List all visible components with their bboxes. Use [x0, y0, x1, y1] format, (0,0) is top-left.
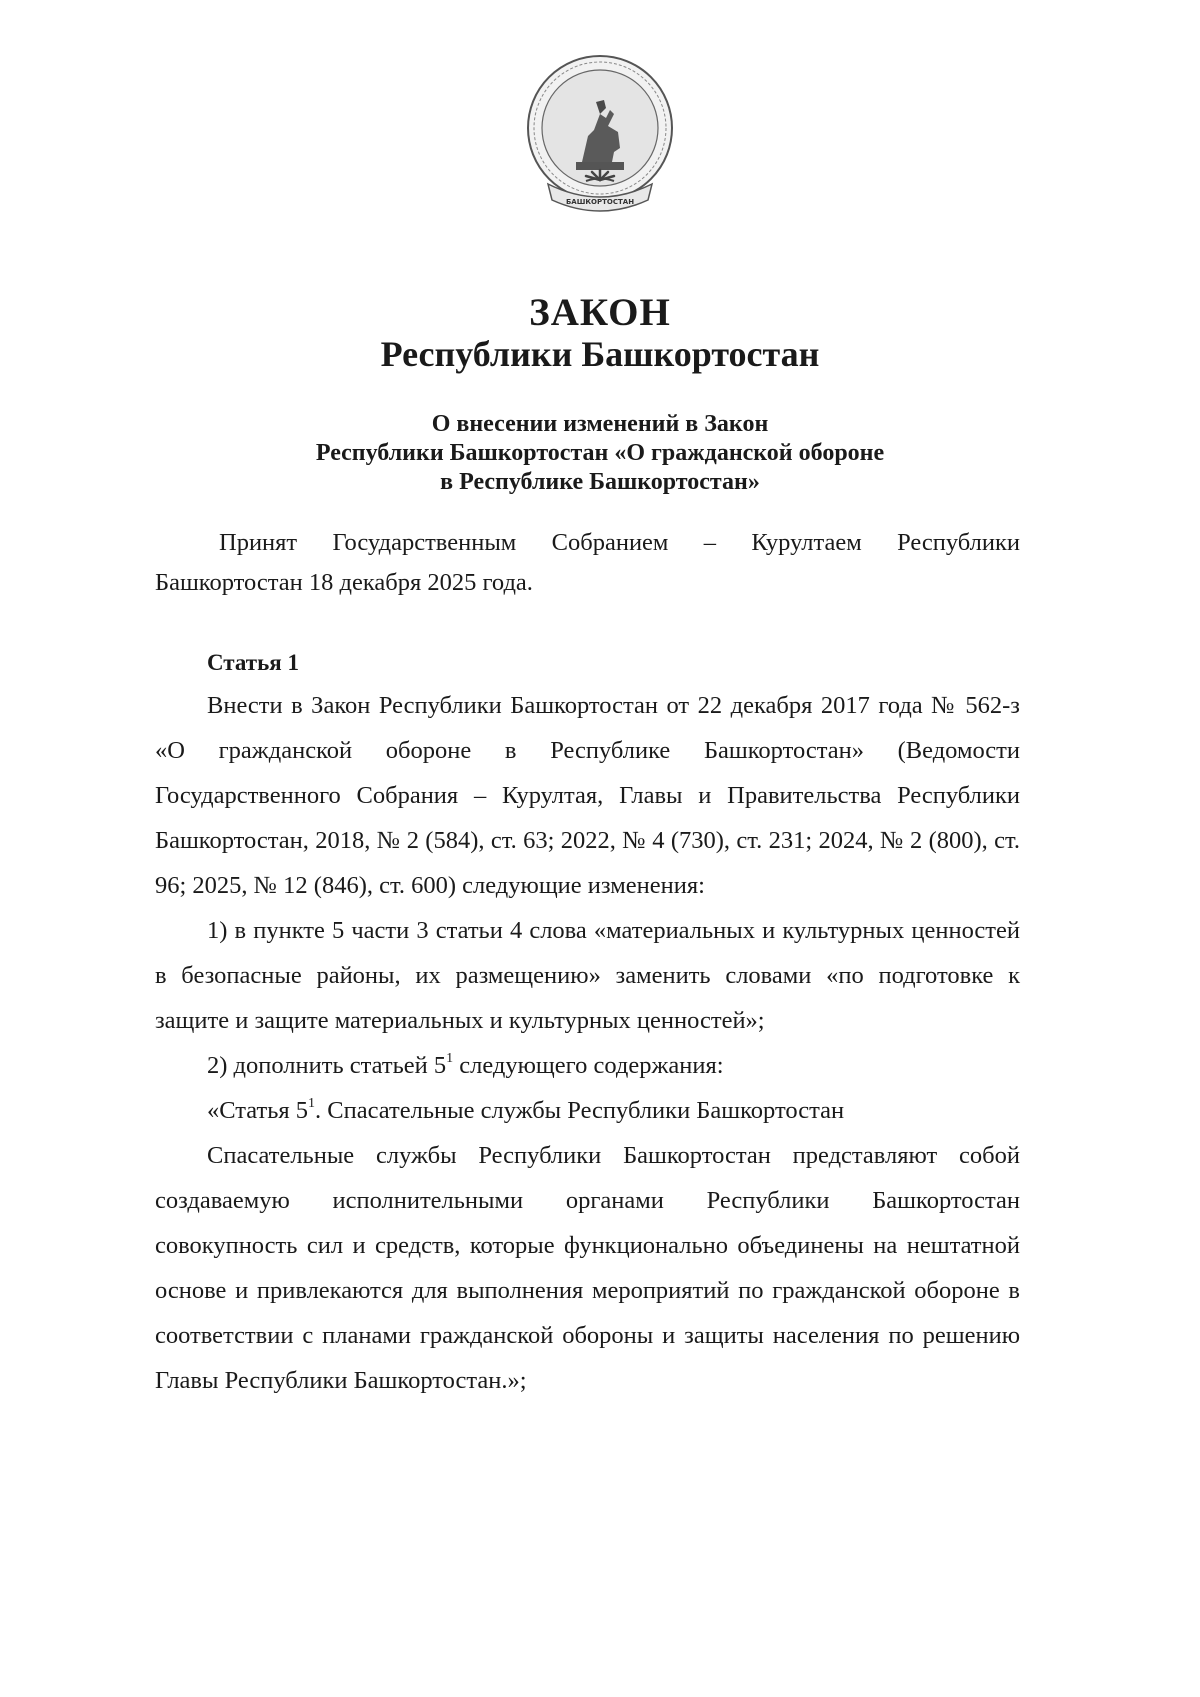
item-2-superscript: 1: [446, 1050, 454, 1066]
subtitle-line: в Республике Башкортостан»: [440, 469, 760, 495]
item-2-text-end: следующего содержания:: [453, 1052, 724, 1079]
item-2-text: 2) дополнить статьей 5: [207, 1052, 447, 1079]
issuer-title: Республики Башкортостан: [380, 334, 820, 374]
emblem-ribbon-caption: БАШКОРТОСТАН: [565, 198, 635, 206]
amendment-item-1: 1) в пункте 5 части 3 статьи 4 слова «материальных и культурных ценностей в безопасные районы, их размещению» заменить словами «по подготовке к защите и защите материальных и культурных ценностей»;: [155, 917, 1020, 1034]
article-heading: Статья 1: [207, 650, 299, 675]
amendment-item-2: [155, 1043, 1020, 1088]
law-subtitle: [200, 410, 1000, 497]
new-article-title: . Спасательные службы Республики Башкортостан: [315, 1097, 845, 1124]
coat-of-arms-emblem: [520, 52, 680, 228]
new-article-superscript: 1: [308, 1095, 316, 1111]
new-article-heading: [155, 1088, 1020, 1133]
adoption-statement: Принят Государственным Собранием – Курултаем Республики Башкортостан 18 декабря 2025 года.: [155, 529, 1020, 596]
document-type-title: ЗАКОН: [529, 291, 671, 334]
article-intro-paragraph: Внести в Закон Республики Башкортостан от 22 декабря 2017 года № 562-з «О гражданской обороне в Республике Башкортостан» (Ведомости Государственного Собрания – Курултая, Главы и Правительства Республики Башкортостан, 2018, № 2 (584), ст. 63; 2022, № 4 (730), ст. 231; 2024, № 2 (800), ст. 96; 2025, № 12 (846), ст. 600) следующие изменения:: [155, 692, 1020, 899]
new-article-text: Спасательные службы Республики Башкортостан представляют собой создаваемую исполнительными органами Республики Башкортостан совокупность сил и средств, которые функционально объединены на нештатной основе и привлекаются для выполнения мероприятий по гражданской обороне в соответствии с планами гражданской обороны и защиты населения по решению Главы Республики Башкортостан.»;: [155, 1142, 1020, 1394]
article-body: [155, 683, 1020, 1403]
subtitle-line: Республики Башкортостан «О гражданской обороне: [315, 440, 885, 466]
subtitle-line: О внесении изменений в Закон: [431, 411, 769, 437]
new-article-label: «Статья 5: [207, 1097, 309, 1124]
